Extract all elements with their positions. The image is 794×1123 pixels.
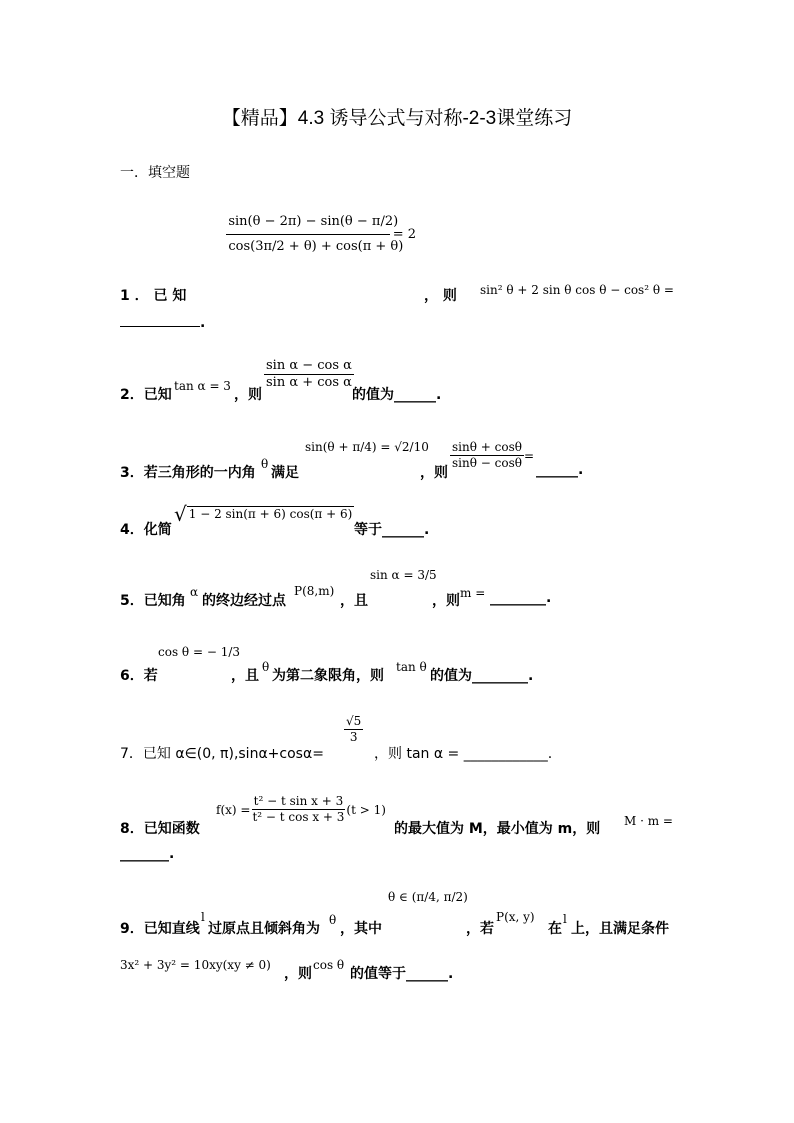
q7-fraction <box>344 714 363 745</box>
q2-condition: tan α = 3 <box>174 379 231 393</box>
q1-answer-blank: . <box>120 312 205 331</box>
q9-cos: cos θ <box>313 958 345 972</box>
q2-fraction <box>264 358 354 392</box>
q6-and: ，且 <box>231 668 259 684</box>
q9-theta: θ <box>329 913 337 927</box>
q4-suffix: 等于______. <box>354 522 430 538</box>
q7-prefix: 7．已知 α∈(0, π),sinα+cosα= <box>120 746 324 762</box>
q8-function: f(x) = $\frac{\text{t² − t sin x + 3}}{\text{t² − t cos x + 3}}$ (t > 1) <box>216 794 386 824</box>
q9-middle: 过原点且倾斜角为 <box>208 921 320 937</box>
q5-point: P(8,m) <box>294 584 335 598</box>
page-title: 【精品】4.3 诱导公式与对称-2-3课堂练习 <box>221 108 573 129</box>
q1-equals: = 2 <box>392 227 416 243</box>
q3-denominator: sinθ − cosθ <box>452 456 522 470</box>
q3-equals: = <box>523 448 535 463</box>
q2-then: ，则 <box>234 387 262 403</box>
q5-m: m = <box>460 586 486 600</box>
q8-prefix: 8．已知函数 <box>120 821 200 837</box>
q1-then: ， 则 <box>424 288 457 304</box>
q9-if: ，若 <box>466 921 494 937</box>
q6-condition: cos θ = − 1/3 <box>158 645 241 659</box>
q7-suffix: ，则 tan α = ____________. <box>374 746 553 762</box>
q2-prefix: 2．已知 <box>120 387 172 403</box>
q9-then: ，则 <box>284 966 312 982</box>
q3-condition: sin(θ + π/4) = √2/10 <box>305 440 429 454</box>
q5-condition: sin α = 3/5 <box>370 568 437 582</box>
q1-label: 1 ． 已 知 <box>120 288 187 304</box>
q5-alpha: α <box>190 585 199 599</box>
section-heading: 一．填空题 <box>120 165 190 181</box>
q3-numerator: sinθ + cosθ <box>452 440 522 454</box>
q6-middle: 为第二象限角，则 <box>272 668 384 684</box>
q1-fraction <box>226 214 416 256</box>
q2-numerator: sin α − cos α <box>264 358 354 375</box>
q2-suffix: 的值为______. <box>352 387 442 403</box>
q3-satisfies: 满足 <box>271 465 299 481</box>
q3-prefix: 3．若三角形的一内角 <box>120 465 256 481</box>
q7-numerator: √5 <box>346 714 362 728</box>
q9-condition-text: 上，且满足条件 <box>571 921 669 937</box>
q6-theta: θ <box>262 660 270 674</box>
q9-l-2: l <box>563 912 567 926</box>
q3-theta: θ <box>261 457 269 471</box>
q4-radical: √ 1 − 2 sin(π + 6) cos(π + 6) <box>174 502 353 526</box>
q9-prefix: 9．已知直线 <box>120 921 200 937</box>
q1-numerator: sin(θ − 2π) − sin(θ − π/2) <box>226 214 390 235</box>
q9-on: 在 <box>548 921 562 937</box>
q7-denominator: 3 <box>349 730 358 744</box>
q5-suffix: ________. <box>490 590 552 606</box>
q8-suffix: _______. <box>120 846 175 862</box>
q1-denominator: cos(3π/2 + θ) + cos(π + θ) <box>228 239 404 255</box>
q3-fraction <box>450 440 534 471</box>
q3-then: ，则 <box>420 465 448 481</box>
q9-where: ，其中 <box>340 921 382 937</box>
q1-expression: sin² θ + 2 sin θ cos θ − cos² θ = <box>480 283 674 297</box>
q8-middle: 的最大值为 M，最小值为 m，则 <box>394 821 601 837</box>
q3-suffix: ______. <box>536 462 584 478</box>
q5-middle: 的终边经过点 <box>202 593 286 609</box>
q6-tan: tan θ <box>396 660 427 674</box>
q9-condition: θ ∈ (π/4, π/2) <box>388 890 468 904</box>
q9-suffix: 的值等于______. <box>350 966 454 982</box>
q4-radicand: 1 − 2 sin(π + 6) cos(π + 6) <box>188 506 353 521</box>
q6-prefix: 6．若 <box>120 668 158 684</box>
q5-prefix: 5．已知角 <box>120 593 186 609</box>
q4-prefix: 4．化简 <box>120 522 172 538</box>
q2-denominator: sin α + cos α <box>266 375 352 391</box>
q8-expression: M · m = <box>624 814 673 828</box>
q6-suffix: 的值为________. <box>430 668 534 684</box>
q5-then: ，则 <box>432 593 460 609</box>
q9-equation: 3x² + 3y² = 10xy(xy ≠ 0) <box>120 958 271 972</box>
q5-and: ，且 <box>340 593 368 609</box>
q9-l: l <box>201 910 205 924</box>
q9-point: P(x, y) <box>496 910 535 924</box>
